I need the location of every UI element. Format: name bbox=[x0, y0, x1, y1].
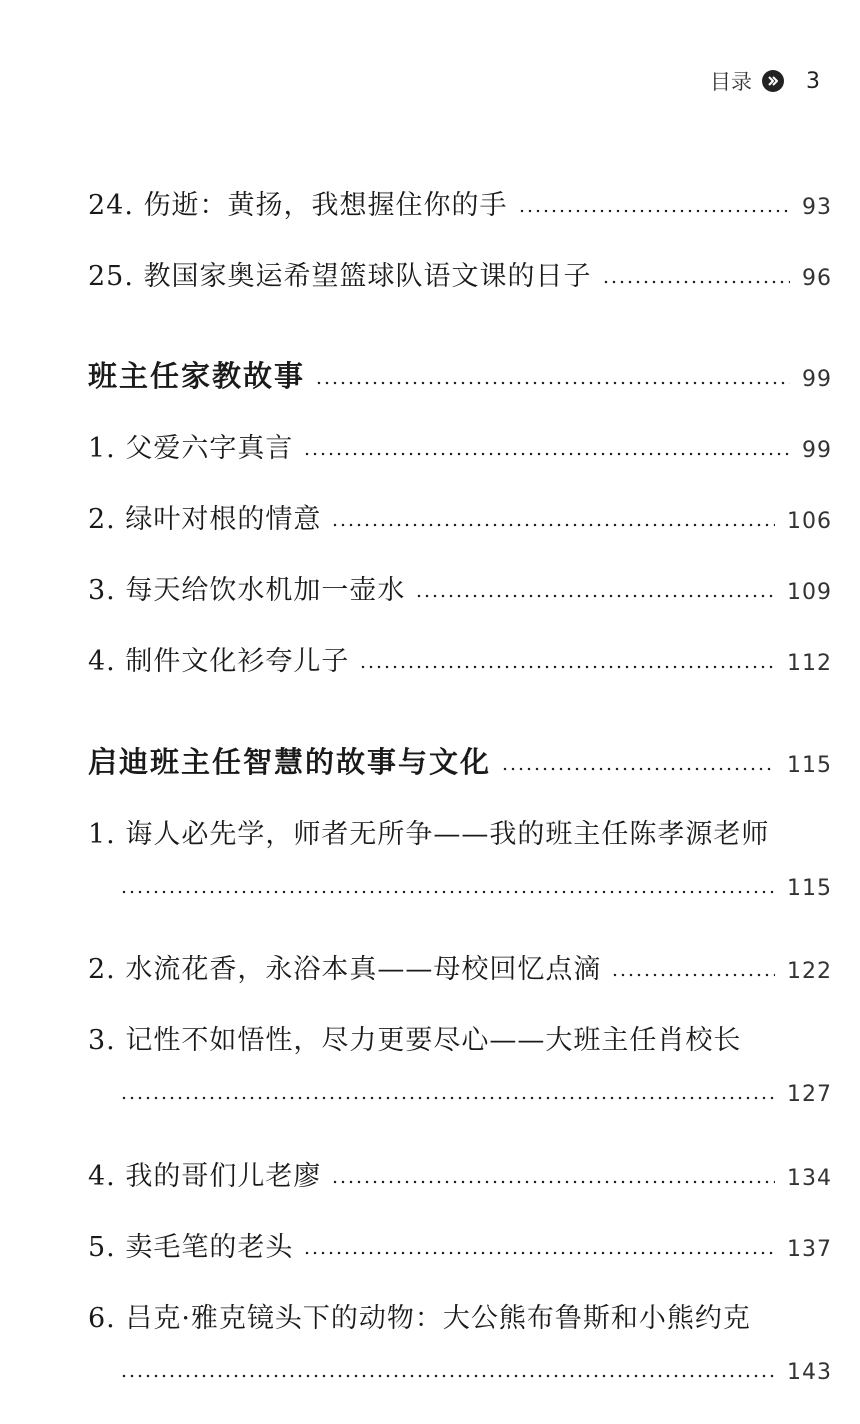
toc-entry[interactable] bbox=[88, 1154, 832, 1193]
dot-leader bbox=[331, 1180, 775, 1184]
dot-leader bbox=[303, 452, 790, 456]
dot-leader bbox=[120, 1374, 775, 1378]
dot-leader bbox=[120, 1096, 775, 1100]
toc-entry-page: 127 bbox=[787, 1082, 832, 1107]
dot-leader bbox=[501, 767, 775, 771]
toc-entry-page: 106 bbox=[787, 509, 832, 534]
page-number: 3 bbox=[806, 68, 820, 94]
toc-section[interactable] bbox=[88, 740, 832, 781]
page-header bbox=[710, 66, 820, 96]
dot-leader bbox=[518, 209, 790, 213]
toc-entry-title: 3. 每天给饮水机加一壶水 bbox=[88, 575, 406, 606]
dot-leader bbox=[331, 523, 775, 527]
dot-leader bbox=[415, 594, 775, 598]
toc-entry-page: 115 bbox=[787, 753, 832, 778]
toc-entry-title[interactable]: 6. 吕克·雅克镜头下的动物：大公熊布鲁斯和小熊约克 bbox=[88, 1303, 751, 1334]
toc-entry-continuation[interactable] bbox=[120, 1082, 832, 1107]
dot-leader bbox=[120, 890, 775, 894]
toc-entry-page: 115 bbox=[787, 876, 832, 901]
toc-entry-title: 4. 制件文化衫夸儿子 bbox=[88, 646, 350, 677]
toc-entry-title[interactable]: 1. 诲人必先学，师者无所争——我的班主任陈孝源老师 bbox=[88, 819, 770, 850]
toc-entry-title: 25. 教国家奥运希望篮球队语文课的日子 bbox=[88, 261, 592, 292]
dot-leader bbox=[303, 1251, 775, 1255]
toc-entry[interactable] bbox=[88, 254, 832, 293]
toc-section-title: 班主任家教故事 bbox=[88, 359, 306, 393]
toc-entry[interactable] bbox=[88, 568, 832, 607]
toc-entry-title: 5. 卖毛笔的老头 bbox=[88, 1232, 294, 1263]
dot-leader bbox=[315, 381, 790, 385]
toc-entry-continuation[interactable] bbox=[120, 1360, 832, 1385]
toc-entry-page: 143 bbox=[787, 1360, 832, 1385]
toc-entry[interactable] bbox=[88, 426, 832, 465]
toc-entry-page: 93 bbox=[802, 195, 832, 220]
toc-entry-page: 137 bbox=[787, 1237, 832, 1262]
toc-entry-page: 112 bbox=[787, 651, 832, 676]
toc-entry-page: 96 bbox=[802, 266, 832, 291]
toc-entry[interactable] bbox=[88, 1225, 832, 1264]
toc-entry-page: 99 bbox=[802, 367, 832, 392]
toc-entry-title[interactable]: 3. 记性不如悟性，尽力更要尽心——大班主任肖校长 bbox=[88, 1025, 742, 1056]
arrow-glyph-icon bbox=[766, 74, 780, 88]
toc-entry[interactable] bbox=[88, 947, 832, 986]
toc-entry-page: 109 bbox=[787, 580, 832, 605]
toc-entry-continuation[interactable] bbox=[120, 876, 832, 901]
toc-entry-page: 122 bbox=[787, 959, 832, 984]
header-title: 目录 bbox=[710, 70, 752, 94]
toc-entry[interactable] bbox=[88, 639, 832, 678]
toc-entry[interactable] bbox=[88, 497, 832, 536]
toc-section-title: 启迪班主任智慧的故事与文化 bbox=[88, 745, 492, 779]
toc-entry-title: 2. 绿叶对根的情意 bbox=[88, 504, 322, 535]
arrow-circle-icon bbox=[762, 70, 784, 92]
dot-leader bbox=[359, 665, 775, 669]
toc-entry-title: 4. 我的哥们儿老廖 bbox=[88, 1161, 322, 1192]
toc-entry-title: 2. 水流花香，永浴本真——母校回忆点滴 bbox=[88, 954, 602, 985]
toc-entry-title: 1. 父爱六字真言 bbox=[88, 433, 294, 464]
toc-entry[interactable] bbox=[88, 183, 832, 222]
toc-entry-page: 99 bbox=[802, 438, 832, 463]
dot-leader bbox=[602, 280, 790, 284]
toc-entry-page: 134 bbox=[787, 1166, 832, 1191]
dot-leader bbox=[611, 973, 775, 977]
toc-entry-title: 24. 伤逝：黄扬，我想握住你的手 bbox=[88, 190, 508, 221]
toc-section[interactable] bbox=[88, 354, 832, 395]
